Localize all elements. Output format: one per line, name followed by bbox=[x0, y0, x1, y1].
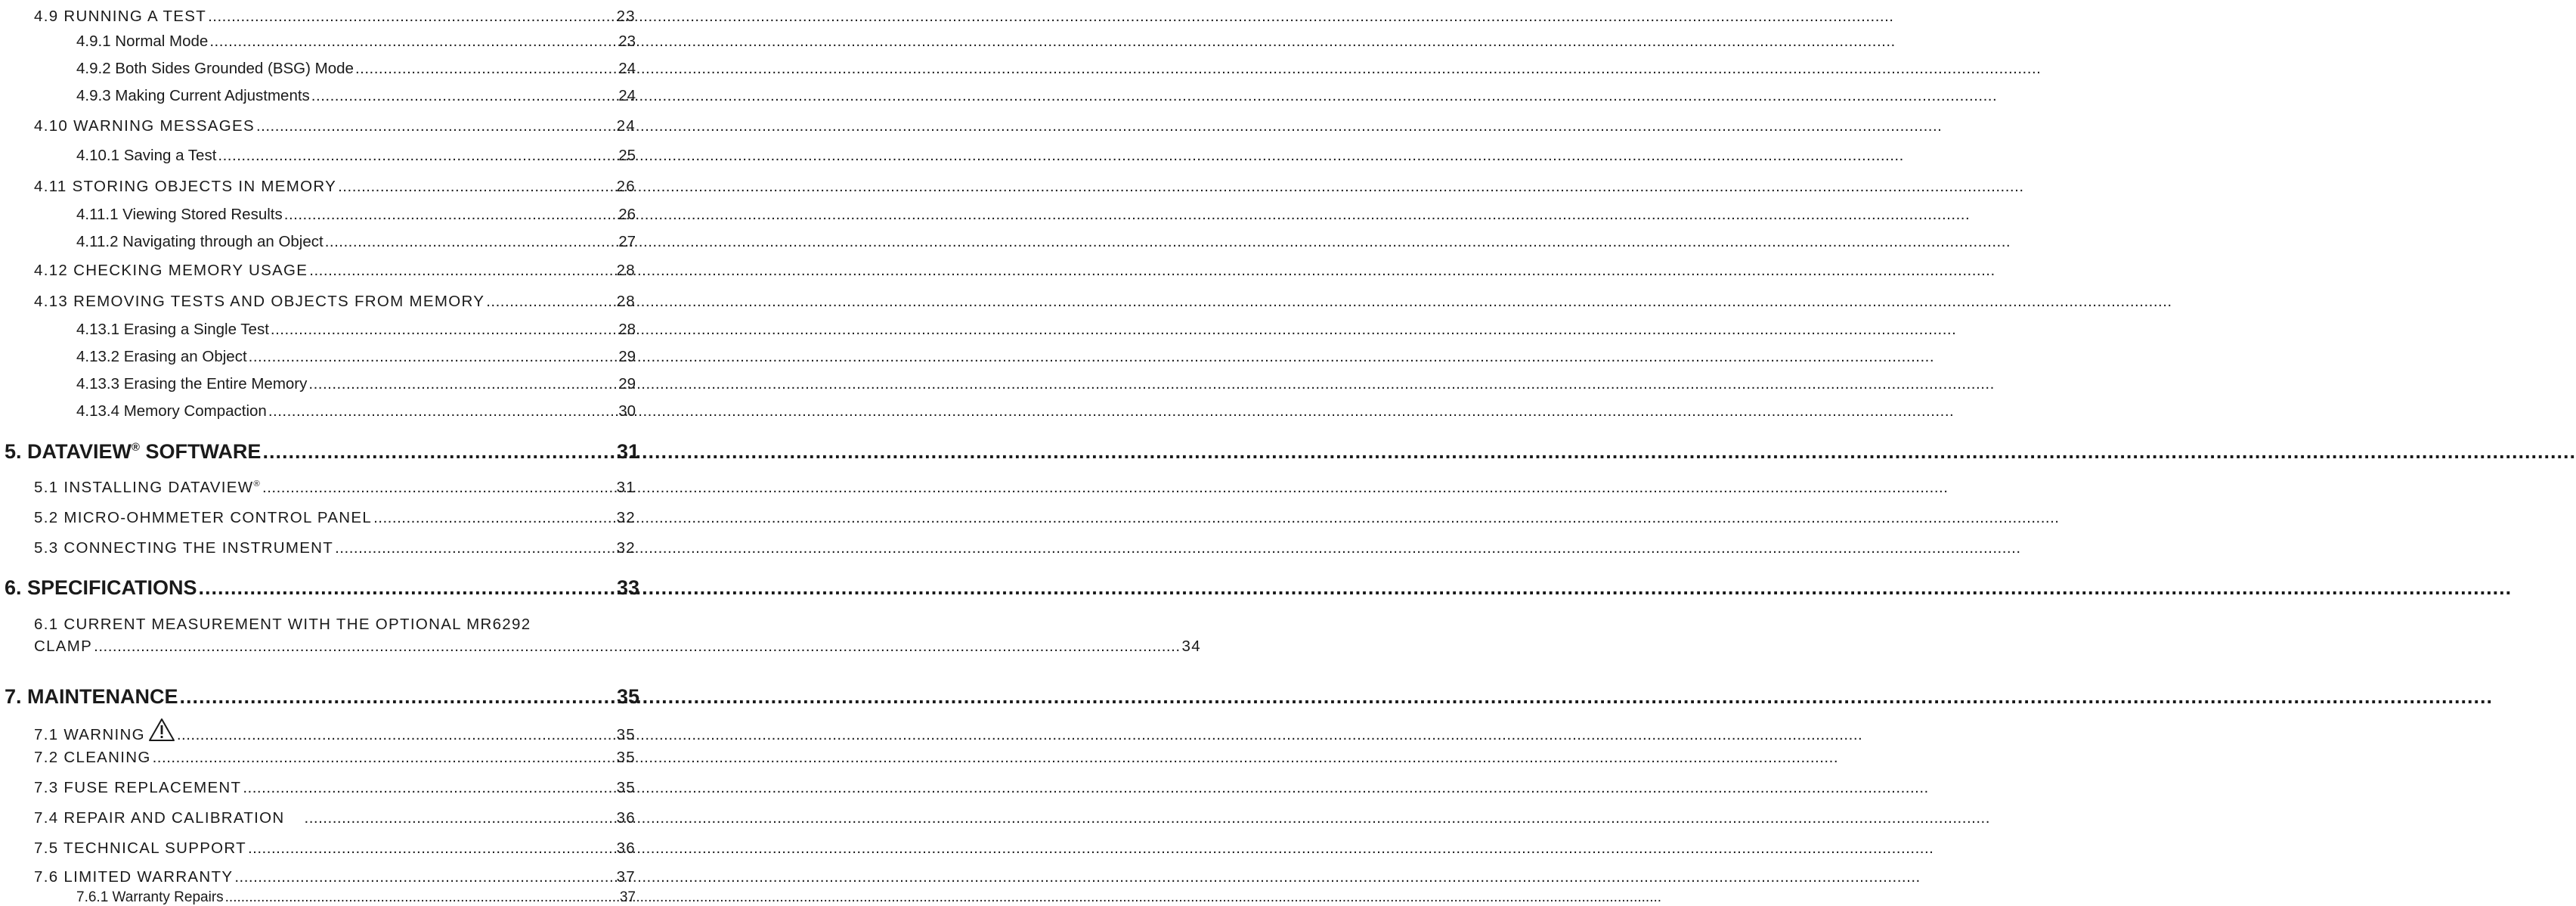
dot-leader bbox=[262, 479, 615, 497]
toc-entry-page: 28 bbox=[616, 262, 636, 279]
toc-entry[interactable] bbox=[76, 889, 636, 906]
toc-entry[interactable] bbox=[76, 402, 636, 420]
toc-entry[interactable] bbox=[34, 178, 636, 196]
toc-entry[interactable] bbox=[34, 293, 636, 311]
toc-entry-page: 28 bbox=[616, 293, 636, 310]
toc-entry-page: 24 bbox=[618, 60, 636, 77]
toc-entry[interactable] bbox=[34, 616, 1201, 656]
toc-entry-page: 24 bbox=[616, 117, 636, 135]
toc-entry[interactable] bbox=[76, 147, 636, 165]
toc-entry-title: 4.11 STORING OBJECTS IN MEMORY bbox=[34, 178, 337, 195]
toc-entry-page: 37 bbox=[616, 868, 636, 886]
toc-entry-title: 5.3 CONNECTING THE INSTRUMENT bbox=[34, 539, 334, 557]
toc-entry-page: 35 bbox=[616, 749, 636, 766]
toc-entry-page: 30 bbox=[618, 402, 636, 420]
toc-entry-title: 4.9.2 Both Sides Grounded (BSG) Mode bbox=[76, 60, 354, 77]
table-of-contents bbox=[0, 0, 1201, 905]
toc-entry-page: 36 bbox=[616, 839, 636, 857]
toc-entry-title: 7.6.1 Warranty Repairs bbox=[76, 889, 224, 905]
dot-leader bbox=[199, 576, 615, 600]
toc-entry-page: 27 bbox=[618, 233, 636, 250]
toc-entry-title: 6. SPECIFICATIONS bbox=[5, 576, 197, 599]
toc-entry-title: 4.9.1 Normal Mode bbox=[76, 33, 209, 50]
toc-entry-page: 31 bbox=[616, 479, 636, 496]
dot-leader bbox=[248, 839, 615, 858]
toc-entry-title: 7.2 CLEANING bbox=[34, 749, 151, 766]
toc-entry[interactable] bbox=[76, 375, 636, 393]
toc-entry[interactable] bbox=[76, 348, 636, 366]
toc-entry[interactable] bbox=[34, 868, 636, 886]
toc-entry[interactable] bbox=[34, 539, 636, 557]
toc-entry-title: 4.9 RUNNING A TEST bbox=[34, 8, 207, 25]
toc-entry-title: 7.6 LIMITED WARRANTY bbox=[34, 868, 234, 886]
toc-entry-page: 35 bbox=[616, 685, 639, 708]
dot-leader bbox=[153, 749, 615, 767]
dot-leader bbox=[208, 8, 615, 26]
dot-leader bbox=[486, 293, 615, 311]
dot-leader bbox=[268, 402, 617, 420]
dot-leader bbox=[373, 509, 615, 527]
toc-entry[interactable] bbox=[76, 60, 636, 78]
dot-leader bbox=[256, 117, 615, 135]
dot-leader bbox=[218, 147, 617, 165]
dot-leader bbox=[234, 868, 615, 886]
toc-entry-title: 5. DATAVIEW® SOFTWARE bbox=[5, 440, 262, 463]
toc-entry[interactable] bbox=[34, 8, 636, 26]
toc-entry-title-continued: CLAMP bbox=[34, 638, 93, 655]
dot-leader bbox=[225, 889, 618, 906]
toc-entry-title: 4.9.3 Making Current Adjustments bbox=[76, 87, 310, 104]
dot-leader bbox=[308, 375, 617, 393]
toc-entry-title: 5.1 INSTALLING DATAVIEW® bbox=[34, 479, 261, 496]
toc-entry-page: 34 bbox=[1181, 638, 1201, 655]
toc-entry-page: 36 bbox=[616, 809, 636, 827]
toc-entry-title: 4.13 REMOVING TESTS AND OBJECTS FROM MEMORY bbox=[34, 293, 485, 310]
toc-entry-title: 6.1 CURRENT MEASUREMENT WITH THE OPTIONAL MR6292 bbox=[34, 616, 531, 633]
toc-entry-title: 5.2 MICRO-OHMMETER CONTROL PANEL bbox=[34, 509, 373, 526]
dot-leader bbox=[209, 33, 617, 51]
dot-leader bbox=[355, 60, 617, 78]
toc-entry-page: 31 bbox=[616, 440, 639, 463]
dot-leader bbox=[180, 685, 615, 709]
dot-leader bbox=[243, 779, 615, 797]
toc-entry-title: 7.5 TECHNICAL SUPPORT bbox=[34, 839, 246, 857]
toc-entry[interactable] bbox=[76, 87, 636, 105]
warning-triangle-icon bbox=[148, 718, 175, 742]
dot-leader bbox=[338, 178, 615, 196]
toc-entry-title: 4.13.2 Erasing an Object bbox=[76, 348, 247, 365]
toc-entry-title: 7.1 WARNING bbox=[34, 718, 175, 744]
toc-entry-page: 23 bbox=[618, 33, 636, 50]
toc-entry-page: 37 bbox=[619, 889, 636, 905]
toc-entry[interactable] bbox=[34, 262, 636, 280]
dot-leader bbox=[271, 321, 617, 339]
toc-entry-page: 28 bbox=[618, 321, 636, 338]
toc-entry-page: 35 bbox=[616, 779, 636, 796]
toc-entry[interactable] bbox=[76, 233, 636, 251]
toc-entry[interactable] bbox=[34, 809, 636, 827]
registered-mark: ® bbox=[132, 442, 140, 454]
toc-entry-page: 25 bbox=[618, 147, 636, 164]
toc-entry-title: 4.13.4 Memory Compaction bbox=[76, 402, 267, 420]
toc-entry-page: 33 bbox=[616, 576, 639, 599]
toc-entry-title: 4.11.1 Viewing Stored Results bbox=[76, 206, 283, 223]
toc-entry-page: 23 bbox=[616, 8, 636, 25]
toc-entry-title: 7.3 FUSE REPLACEMENT bbox=[34, 779, 242, 796]
toc-entry[interactable] bbox=[34, 839, 636, 858]
dot-leader bbox=[284, 206, 617, 224]
dot-leader bbox=[262, 440, 615, 464]
dot-leader bbox=[249, 348, 618, 366]
toc-entry-page: 32 bbox=[616, 509, 636, 526]
toc-entry[interactable] bbox=[76, 321, 636, 339]
toc-entry-title: 7. MAINTENANCE bbox=[5, 685, 178, 708]
toc-entry[interactable] bbox=[76, 206, 636, 224]
toc-entry[interactable] bbox=[34, 479, 636, 497]
toc-chapter-entry[interactable] bbox=[5, 685, 639, 709]
toc-entry[interactable] bbox=[76, 33, 636, 51]
toc-entry[interactable] bbox=[34, 117, 636, 135]
toc-chapter-entry[interactable] bbox=[5, 440, 639, 464]
toc-entry[interactable] bbox=[34, 779, 636, 797]
dot-leader bbox=[325, 233, 617, 251]
toc-entry-page: 26 bbox=[618, 206, 636, 223]
toc-entry[interactable] bbox=[34, 749, 636, 767]
toc-entry-page: 29 bbox=[618, 375, 636, 392]
dot-leader bbox=[335, 539, 615, 557]
toc-entry-title: 4.12 CHECKING MEMORY USAGE bbox=[34, 262, 308, 279]
toc-entry-title: 4.10 WARNING MESSAGES bbox=[34, 117, 255, 135]
dot-leader: ........................................................................................................................................................................................................................................ bbox=[94, 638, 1181, 655]
toc-entry[interactable] bbox=[34, 718, 636, 744]
toc-chapter-entry[interactable] bbox=[5, 576, 639, 600]
toc-entry-title: 4.11.2 Navigating through an Object bbox=[76, 233, 324, 250]
toc-entry-title: 4.10.1 Saving a Test bbox=[76, 147, 217, 164]
dot-leader bbox=[309, 262, 615, 280]
dot-leader bbox=[311, 87, 617, 105]
dot-leader bbox=[305, 809, 615, 827]
toc-entry-title: 4.13.3 Erasing the Entire Memory bbox=[76, 375, 308, 392]
toc-entry-page: 29 bbox=[618, 348, 636, 365]
toc-entry-title: 7.4 REPAIR AND CALIBRATION bbox=[34, 809, 285, 827]
toc-entry-page: 24 bbox=[618, 87, 636, 104]
toc-entry[interactable] bbox=[34, 509, 636, 527]
registered-mark: ® bbox=[253, 479, 261, 489]
dot-leader bbox=[177, 726, 615, 744]
toc-entry-page: 35 bbox=[616, 726, 636, 743]
toc-entry-page: 26 bbox=[616, 178, 636, 195]
toc-entry-title: 4.13.1 Erasing a Single Test bbox=[76, 321, 269, 338]
toc-entry-page: 32 bbox=[616, 539, 636, 557]
